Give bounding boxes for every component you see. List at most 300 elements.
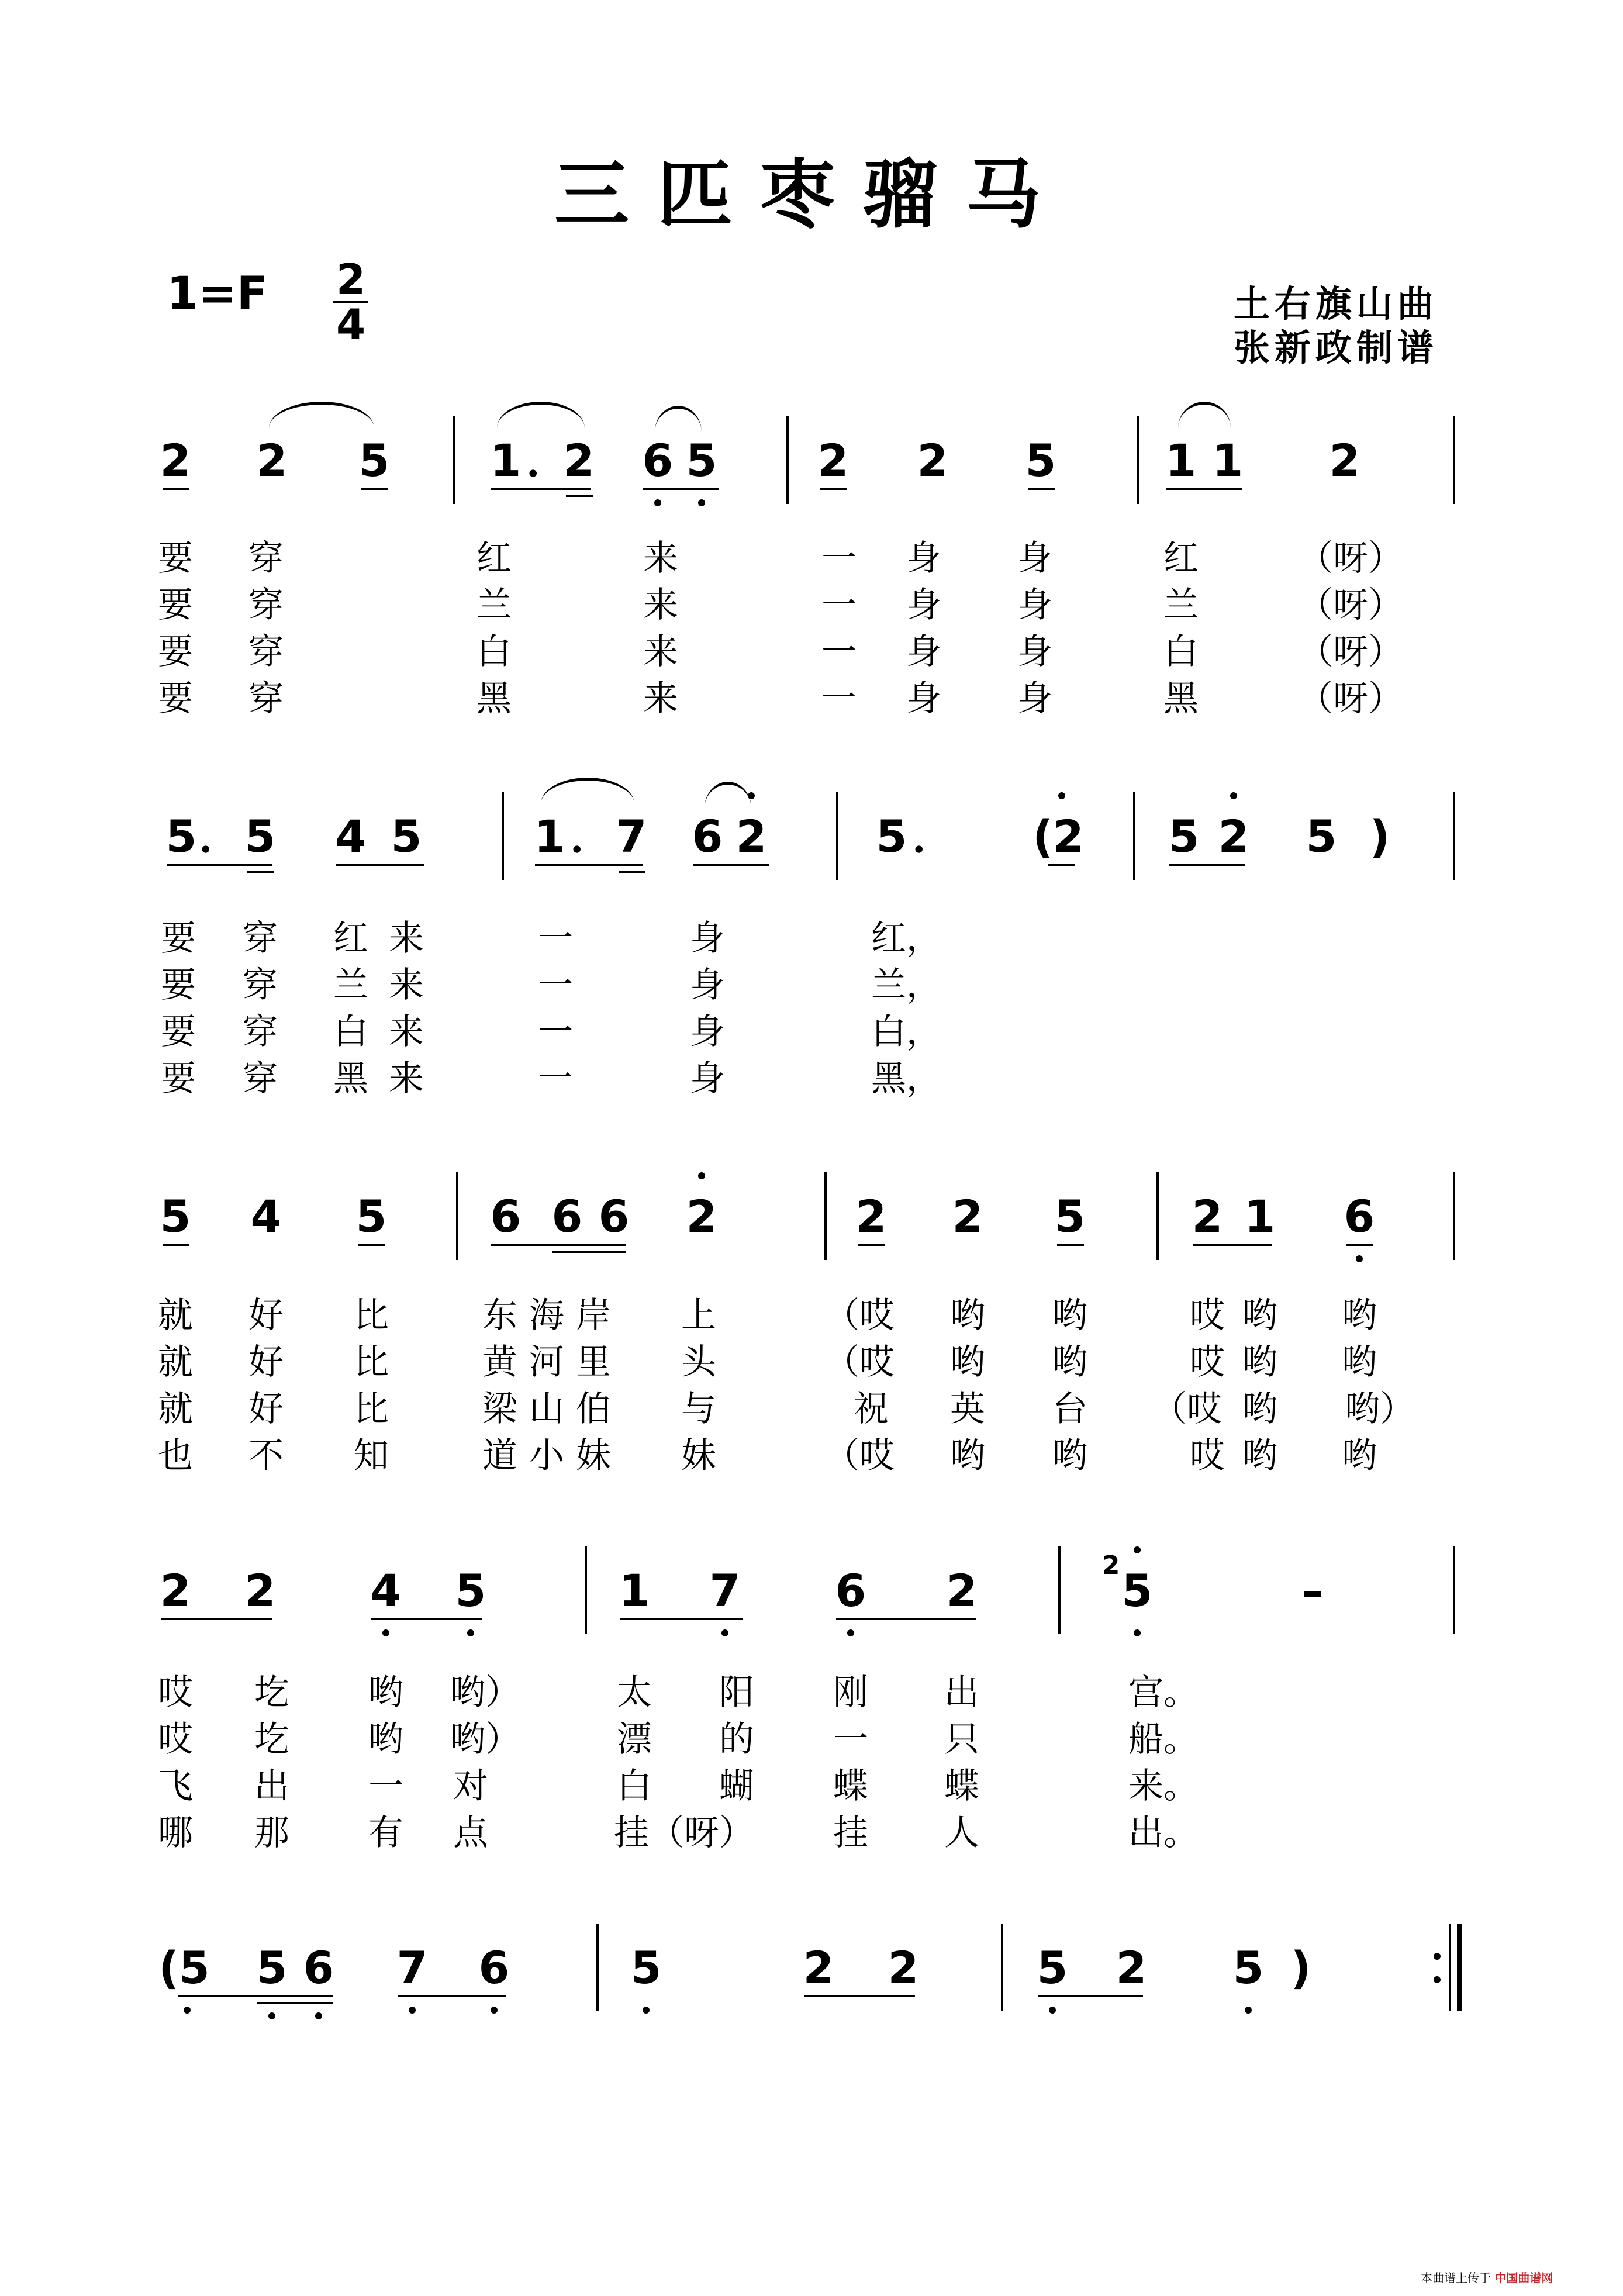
low-octave-dot — [1049, 2007, 1056, 2014]
lyric: （呀） — [1298, 631, 1403, 672]
lyric: 河 — [529, 1342, 564, 1383]
note: 6 — [303, 1942, 334, 1994]
lyric-line — [0, 1055, 1623, 1102]
time-signature-top: 2 — [333, 258, 368, 303]
lyric: 比 — [354, 1389, 389, 1430]
lyric: 一 — [368, 1766, 403, 1807]
underline — [820, 488, 847, 490]
lyric: 梁 — [482, 1389, 517, 1430]
lyric: 哟 — [1242, 1389, 1277, 1430]
lyric: 黑 — [333, 1058, 368, 1099]
lyric: （呀） — [1298, 585, 1403, 626]
low-octave-dot — [643, 2007, 650, 2014]
staff-system-1 — [0, 416, 1623, 516]
grace-note: 2 — [1101, 1551, 1120, 1580]
lyric: 来 — [643, 678, 678, 719]
low-octave-dot — [721, 1629, 728, 1636]
underline — [358, 1244, 385, 1246]
low-octave-dot — [1356, 1255, 1363, 1262]
note: 2 — [1329, 434, 1360, 486]
underline — [552, 1251, 626, 1253]
lyric: 人 — [944, 1812, 979, 1853]
lyric-line — [0, 1009, 1623, 1055]
note: (5 — [158, 1942, 210, 1994]
lyric: 身 — [906, 631, 941, 672]
lyric: 哟 — [1342, 1435, 1377, 1476]
note: 5 — [355, 1190, 387, 1242]
note: 1 — [1244, 1190, 1276, 1242]
underline — [491, 488, 591, 490]
slur — [269, 402, 374, 428]
note: 2 — [952, 1190, 983, 1242]
lyric: 黑， — [871, 1058, 941, 1099]
lyric: 要 — [161, 1011, 196, 1052]
underline — [693, 864, 769, 866]
note: 5 — [256, 1942, 288, 1994]
note: 5 — [1054, 1190, 1086, 1242]
lyric-line — [0, 1669, 1623, 1716]
note: ) — [1369, 810, 1390, 862]
lyric: 红 — [476, 538, 512, 579]
lyric: 一 — [821, 678, 857, 719]
note: 2 — [160, 1565, 191, 1617]
barline — [456, 1172, 458, 1260]
lyric: 要 — [158, 631, 193, 672]
lyric-line — [0, 962, 1623, 1009]
lyric: 身 — [906, 585, 941, 626]
lyric: 来 — [643, 631, 678, 672]
lyric: 不 — [248, 1435, 284, 1476]
note: 2 — [803, 1942, 834, 1994]
note: 2 — [1116, 1942, 1147, 1994]
staff-system-3 — [0, 1172, 1623, 1272]
note: 2 — [946, 1565, 978, 1617]
lyric: 身 — [1017, 678, 1052, 719]
lyric: （哎 — [824, 1342, 895, 1383]
lyric: 东 — [482, 1295, 517, 1336]
footer-brand[interactable]: 中国曲谱网 — [1494, 2271, 1553, 2285]
note: 1 — [619, 1565, 650, 1617]
note: 5 — [455, 1565, 486, 1617]
composer-credit: 土右旗山曲 — [1234, 282, 1439, 325]
barline — [1453, 1546, 1455, 1634]
note: 5 — [630, 1942, 662, 1994]
note: 2 — [563, 434, 595, 486]
lyric: 身 — [690, 965, 725, 1006]
underline — [1048, 864, 1075, 866]
lyric: 岸 — [576, 1295, 611, 1336]
lyric: 挂 — [833, 1812, 868, 1853]
lyric: 哟 — [1342, 1295, 1377, 1336]
slur — [541, 778, 634, 804]
lyric: 要 — [161, 965, 196, 1006]
note: 5 — [1306, 810, 1337, 862]
footer-text: 本曲谱上传于 — [1421, 2271, 1491, 2285]
lyric: 一 — [821, 631, 857, 672]
underline — [836, 1618, 976, 1620]
low-octave-dot — [1245, 2007, 1252, 2014]
staff-system-5 — [0, 1924, 1623, 2023]
underline — [1057, 1244, 1084, 1246]
note: 5 — [160, 1190, 191, 1242]
lyric-line — [0, 1386, 1623, 1432]
lyric: 穿 — [243, 1011, 278, 1052]
lyric: 身 — [1017, 631, 1052, 672]
lyric: 就 — [158, 1389, 193, 1430]
underline — [336, 864, 424, 866]
dot-mark: ． — [199, 810, 243, 862]
lyric: 穿 — [243, 965, 278, 1006]
underline — [1038, 1995, 1143, 1997]
lyric: 哪 — [158, 1812, 193, 1853]
underline — [178, 1995, 333, 1997]
lyric: 好 — [248, 1295, 284, 1336]
lyric: 知 — [354, 1435, 389, 1476]
barline — [453, 416, 455, 504]
lyric: 一 — [538, 1011, 573, 1052]
lyric-line — [0, 1432, 1623, 1479]
lyric: 道 — [482, 1435, 517, 1476]
lyric: 身 — [690, 1058, 725, 1099]
lyric: （呀） — [1298, 538, 1403, 579]
underline — [1166, 488, 1242, 490]
underline — [167, 864, 272, 866]
time-signature-bottom: 4 — [336, 300, 366, 349]
low-octave-dot — [184, 2007, 191, 2014]
lyric: 刚 — [833, 1672, 868, 1713]
lyric: 飞 — [158, 1766, 193, 1807]
note: 5 — [244, 810, 276, 862]
page-title: 三匹枣骝马 — [554, 151, 1069, 239]
note: 4 — [335, 810, 367, 862]
lyric: 一 — [538, 965, 573, 1006]
lyric: 白， — [871, 1011, 941, 1052]
lyric: 山 — [529, 1389, 564, 1430]
low-octave-dot — [467, 1629, 474, 1636]
lyric: 就 — [158, 1295, 193, 1336]
lyric: 一 — [821, 585, 857, 626]
lyric: 头 — [681, 1342, 716, 1383]
underline — [804, 1995, 915, 1997]
final-barline — [1457, 1924, 1462, 2011]
lyric: 妹 — [576, 1435, 611, 1476]
underline — [620, 1618, 743, 1620]
underline — [163, 1244, 189, 1246]
lyric: 比 — [354, 1342, 389, 1383]
lyric: 黑 — [1163, 678, 1199, 719]
slur — [1178, 402, 1231, 428]
lyric: 来 — [389, 965, 424, 1006]
lyric: 要 — [158, 678, 193, 719]
lyric: 台 — [1052, 1389, 1087, 1430]
note: 4 — [370, 1565, 402, 1617]
underline — [163, 488, 189, 490]
note: 2 — [817, 434, 849, 486]
lyric: 蝴 — [719, 1766, 754, 1807]
lyric: 兰， — [871, 965, 941, 1006]
lyric: 伯 — [576, 1389, 611, 1430]
lyric-line — [0, 1339, 1623, 1386]
note: 7 — [616, 810, 647, 862]
lyric-line — [0, 1292, 1623, 1339]
lyric: 红 — [333, 918, 368, 959]
lyric: 哟 — [1342, 1342, 1377, 1383]
lyric: 哟 — [1052, 1295, 1087, 1336]
low-octave-dot — [698, 499, 705, 506]
lyric: 哟 — [1242, 1295, 1277, 1336]
lyric: 一 — [538, 918, 573, 959]
lyric: （哎 — [824, 1295, 895, 1336]
note: 2 — [244, 1565, 276, 1617]
barline — [824, 1172, 827, 1260]
lyric: 出。 — [1128, 1812, 1199, 1853]
low-octave-dot — [847, 1629, 854, 1636]
note: 6 — [835, 1565, 866, 1617]
lyric: 小 — [529, 1435, 564, 1476]
lyric: 要 — [158, 538, 193, 579]
lyric: 黄 — [482, 1342, 517, 1383]
underline — [1028, 488, 1055, 490]
lyric: 来 — [643, 538, 678, 579]
key-signature: 1=F — [167, 268, 268, 320]
underline — [858, 1244, 885, 1246]
low-octave-dot — [382, 1629, 389, 1636]
lyric: 哟） — [450, 1672, 520, 1713]
note: 6 — [598, 1190, 630, 1242]
note: 2 — [1192, 1190, 1223, 1242]
lyric: 来 — [643, 585, 678, 626]
slur — [705, 782, 751, 808]
lyric: 漂 — [617, 1719, 652, 1760]
low-octave-dot — [409, 2007, 416, 2014]
lyric: 穿 — [248, 538, 284, 579]
barline — [1453, 1172, 1455, 1260]
lyric: 穿 — [243, 1058, 278, 1099]
lyric: 英 — [950, 1389, 985, 1430]
lyric: 那 — [254, 1812, 289, 1853]
lyric: 就 — [158, 1342, 193, 1383]
lyric: 比 — [354, 1295, 389, 1336]
time-signature — [333, 255, 368, 349]
lyric: 船。 — [1128, 1719, 1199, 1760]
note: 5 — [391, 810, 422, 862]
note: 2 — [888, 1942, 919, 1994]
lyric: 点 — [453, 1812, 488, 1853]
underline — [643, 488, 719, 490]
lyric: 来 — [389, 1058, 424, 1099]
lyric: 祝 — [854, 1389, 889, 1430]
dot-mark: ． — [526, 434, 571, 486]
lyric: （哎 — [824, 1435, 895, 1476]
dot-mark: ． — [570, 810, 614, 862]
underline — [1193, 1244, 1272, 1246]
lyric-line — [0, 915, 1623, 962]
underline — [566, 495, 593, 497]
note: 2 — [1218, 810, 1249, 862]
lyric: 哎 — [1190, 1435, 1225, 1476]
lyric: 一 — [538, 1058, 573, 1099]
lyric: 哎 — [158, 1672, 193, 1713]
note: 5 — [686, 434, 717, 486]
lyric: 红 — [1163, 538, 1199, 579]
note: 1 — [490, 434, 522, 486]
lyric-line — [0, 1810, 1623, 1856]
lyric: 要 — [161, 918, 196, 959]
note: 6 — [551, 1190, 583, 1242]
low-octave-dot — [1134, 1629, 1141, 1636]
barline — [1137, 416, 1139, 504]
lyric-line — [0, 535, 1623, 582]
note: 5 — [358, 434, 390, 486]
lyric: 好 — [248, 1342, 284, 1383]
lyric: 来 — [389, 1011, 424, 1052]
barline — [585, 1546, 587, 1634]
note: 6 — [692, 810, 723, 862]
lyric: 妹 — [681, 1435, 716, 1476]
note: 2 — [686, 1190, 717, 1242]
note: 2 — [855, 1190, 887, 1242]
lyric: 哎 — [1190, 1342, 1225, 1383]
note: 6 — [1344, 1190, 1375, 1242]
lyric: 圪 — [254, 1672, 289, 1713]
lyric: 要 — [161, 1058, 196, 1099]
lyric: 白 — [617, 1766, 652, 1807]
lyric: 哟 — [1052, 1435, 1087, 1476]
underline — [398, 1995, 506, 1997]
note: 6 — [490, 1190, 522, 1242]
lyric: 好 — [248, 1389, 284, 1430]
lyric: 穿 — [248, 678, 284, 719]
lyric: 对 — [453, 1766, 488, 1807]
lyric: 哎 — [158, 1719, 193, 1760]
lyric: 有 — [368, 1812, 403, 1853]
underline — [257, 2002, 333, 2004]
low-octave-dot — [654, 499, 661, 506]
lyric: 兰 — [476, 585, 512, 626]
barline — [502, 792, 504, 880]
lyric: 太 — [617, 1672, 652, 1713]
high-octave-dot — [698, 1172, 705, 1179]
underline — [1346, 1244, 1373, 1246]
lyric: 哟 — [368, 1672, 403, 1713]
lyric: 只 — [944, 1719, 979, 1760]
lyric: 黑 — [476, 678, 512, 719]
lyric: 白 — [476, 631, 512, 672]
barline — [1001, 1924, 1003, 2011]
lyric: 哟 — [950, 1342, 985, 1383]
underline — [371, 1618, 482, 1620]
lyric-line — [0, 1716, 1623, 1763]
lyric: 白 — [1163, 631, 1199, 672]
arranger-credit: 张新政制谱 — [1234, 326, 1439, 369]
lyric: 上 — [681, 1295, 716, 1336]
lyric: 兰 — [1163, 585, 1199, 626]
lyric: 身 — [690, 918, 725, 959]
lyric-line — [0, 629, 1623, 675]
barline — [786, 416, 789, 504]
low-octave-dot — [268, 2012, 275, 2019]
lyric: 哟 — [1052, 1342, 1087, 1383]
repeat-dot — [1434, 1976, 1441, 1983]
barline — [1058, 1546, 1061, 1634]
lyric: （哎 — [1152, 1389, 1222, 1430]
repeat-dot — [1434, 1953, 1441, 1960]
lyric: 哟 — [950, 1435, 985, 1476]
lyric: 要 — [158, 585, 193, 626]
low-octave-dot — [315, 2012, 322, 2019]
lyric: 里 — [576, 1342, 611, 1383]
note: 5 — [1232, 1942, 1264, 1994]
high-octave-dot — [1134, 1546, 1141, 1553]
lyric: 出 — [254, 1766, 289, 1807]
lyric: 宫。 — [1128, 1672, 1199, 1713]
note: 5 — [1121, 1565, 1153, 1617]
barline — [1449, 1924, 1451, 2011]
barline — [836, 792, 838, 880]
lyric: 身 — [1017, 538, 1052, 579]
lyric: 穿 — [248, 585, 284, 626]
underline — [1169, 864, 1245, 866]
lyric: 身 — [1017, 585, 1052, 626]
lyric: 哎 — [1190, 1295, 1225, 1336]
note: 6 — [642, 434, 674, 486]
lyric: 穿 — [248, 631, 284, 672]
note: 7 — [396, 1942, 428, 1994]
lyric: 来 — [389, 918, 424, 959]
barline — [596, 1924, 599, 2011]
lyric: 身 — [690, 1011, 725, 1052]
barline — [1133, 792, 1135, 880]
note: (2 — [1032, 810, 1084, 862]
lyric: （呀） — [1298, 678, 1403, 719]
note: 7 — [709, 1565, 741, 1617]
barline — [1453, 792, 1455, 880]
slur — [655, 406, 702, 432]
lyric: 海 — [529, 1295, 564, 1336]
dot-mark: ． — [912, 810, 956, 862]
note: 2 — [735, 810, 767, 862]
lyric: 哟 — [1242, 1435, 1277, 1476]
lyric-line — [0, 675, 1623, 722]
lyric: 来。 — [1128, 1766, 1199, 1807]
note: 6 — [478, 1942, 510, 1994]
lyric: 红， — [871, 918, 941, 959]
lyric: 挂（呀） — [614, 1812, 754, 1853]
lyric: 蝶 — [833, 1766, 868, 1807]
staff-system-2 — [0, 792, 1623, 892]
note: 4 — [250, 1190, 282, 1242]
slur — [497, 402, 585, 428]
lyric: 身 — [906, 538, 941, 579]
lyric: 哟 — [950, 1295, 985, 1336]
note: 5 — [1168, 810, 1200, 862]
lyric: 也 — [158, 1435, 193, 1476]
lyric: 的 — [719, 1719, 754, 1760]
lyric: 一 — [821, 538, 857, 579]
lyric: 白 — [333, 1011, 368, 1052]
underline — [361, 488, 388, 490]
underline — [619, 871, 645, 873]
underline — [161, 1618, 272, 1620]
lyric: 出 — [944, 1672, 979, 1713]
note: 5 — [1037, 1942, 1068, 1994]
note: 1 — [1165, 434, 1197, 486]
note: 2 — [256, 434, 288, 486]
low-octave-dot — [491, 2007, 498, 2014]
staff-system-4 — [0, 1546, 1623, 1646]
sustain-dash: – — [1301, 1565, 1324, 1617]
underline — [535, 864, 643, 866]
